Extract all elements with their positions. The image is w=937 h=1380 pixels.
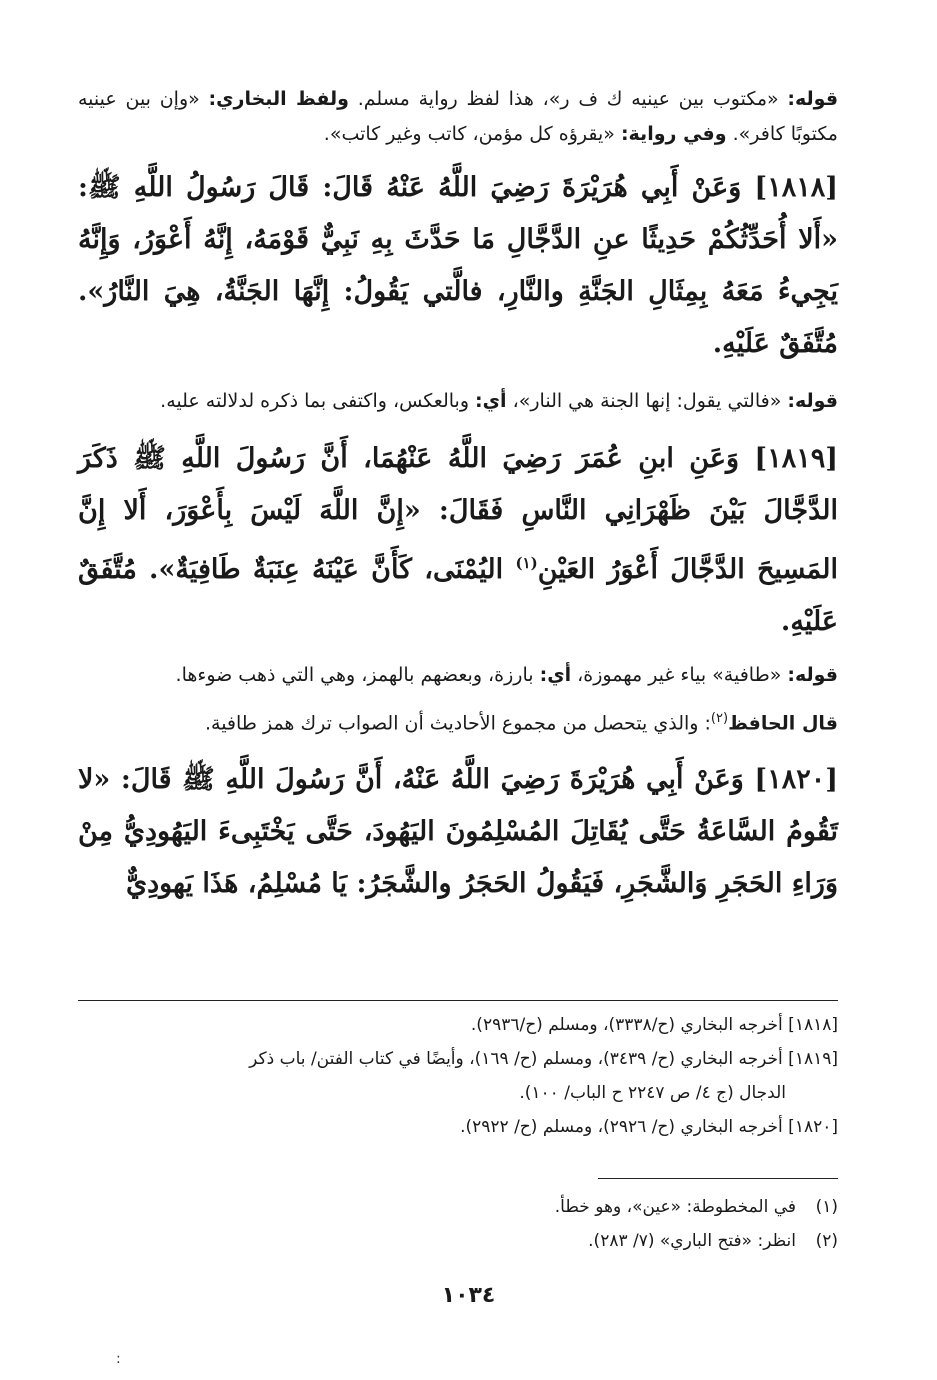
hadith-text: وَعَنْ أَبِي هُرَيْرَةَ رَضِيَ اللَّهُ عَنْهُ قَالَ: قَالَ رَسُولُ اللَّهِ ﷺ: «أَلا أُحَدِّثُكُمْ حَدِيثًا عنِ الدَّجَّالِ مَا حَدَّثَ بِهِ نَبِيٌّ قَوْمَهُ، إِنَّهُ أَعْوَرُ، وَإِنَّهُ يَجِيءُ مَعَهُ بِمِثَالِ الجَنَّةِ والنَّارِ، فالَّتي يَقُولُ: إِنَّهَا الجَنَّةُ، هِيَ النَّارُ». مُتَّفَقٌ عَلَيْهِ. [78, 172, 838, 359]
commentary-text: «مكتوب بين عينيه ك ف ر»، هذا لفظ رواية مسلم. [348, 88, 788, 110]
commentary-paragraph-3 [78, 658, 838, 692]
commentary-text: : والذي يتحصل من مجموع الأحاديث أن الصواب ترك همز طافية. [204, 712, 711, 735]
page-number: ١٠٣٤ [441, 1283, 496, 1308]
commentary-text: «فالتي يقول: إنها الجنة هي النار»، [506, 390, 788, 412]
hadith-text: اليُمْنَى، كَأَنَّ عَيْنَهُ عِنَبَةٌ طَافِيَةٌ». مُتَّفَقٌ عَلَيْهِ. [78, 554, 838, 637]
commentary-text: «وإن بين عينيه مكتوبًا كافر». [78, 88, 838, 145]
commentary-text: بارزة، وبعضهم بالهمز، وهي التي ذهب ضوءها. [175, 664, 540, 686]
takhrij-1819: [١٨١٩] أخرجه البخاري (ح/ ٣٤٣٩)، ومسلم (ح/ ١٦٩)، وأيضًا في كتاب الفتن/ باب ذكر [249, 1049, 838, 1069]
footnote-ref-1[interactable]: (١) [515, 554, 538, 572]
commentary-bold: ولفظ البخاري: [208, 88, 349, 110]
takhrij-divider [78, 1000, 838, 1001]
footnote-2 [78, 1224, 838, 1258]
hadith-text: وَعَنْ أَبِي هُرَيْرَةَ رَضِيَ اللَّهُ عَنْهُ، أَنَّ رَسُولَ اللَّهِ ﷺ قَالَ: «لا تَقُومُ السَّاعَةُ حَتَّى يُقَاتِلَ المُسْلِمُونَ اليَهُودَ، حَتَّى يَخْتَبِىءَ اليَهُودِيُّ مِنْ وَرَاءِ الحَجَرِ وَالشَّجَرِ، فَيَقُولُ الحَجَرُ والشَّجَرُ: يَا مُسْلِمُ، هَذَا يَهودِيٌّ [78, 764, 838, 900]
hadith-number: [١٨٢٠] [754, 764, 838, 796]
qawluhu-label: قوله: [787, 664, 838, 686]
hadith-text: وَعَنِ ابنِ عُمَرَ رَضِيَ اللَّهُ عَنْهُمَا، أَنَّ رَسُولَ اللَّهِ ﷺ ذَكَرَ الدَّجَّالَ بَيْنَ ظَهْرَانِي النَّاسِ فَقَالَ: «إِنَّ اللَّهَ لَيْسَ بِأَعْوَرَ، أَلا إِنَّ المَسِيحَ الدَّجَّالَ أَعْوَرُ العَيْنِ [78, 443, 839, 585]
commentary-bold: أي: [475, 390, 507, 412]
footnote-ref-2[interactable]: (٢) [710, 711, 729, 726]
hadith-1819 [78, 433, 838, 648]
footnote-1 [78, 1190, 838, 1224]
commentary-paragraph-4 [78, 702, 838, 740]
hadith-1818 [78, 162, 838, 370]
footnotes [78, 1190, 838, 1258]
takhrij-1818: [١٨١٨] أخرجه البخاري (ح/٣٣٣٨)، ومسلم (ح/٢٩٣٦). [470, 1015, 838, 1035]
qawluhu-label: قوله: [787, 390, 838, 412]
commentary-text: «طافية» بياء غير مهموزة، [571, 664, 788, 686]
commentary-bold: أي: [539, 664, 572, 686]
footnote-text: انظر: «فتح الباري» (٧/ ٢٨٣). [588, 1231, 796, 1251]
footnotes-divider [598, 1178, 838, 1179]
footnote-text: في المخطوطة: «عين»، وهو خطأ. [554, 1197, 796, 1217]
commentary-paragraph-2 [78, 384, 838, 419]
takhrij-notes [78, 1008, 838, 1144]
commentary-bold: وفي رواية: [620, 123, 727, 145]
qawluhu-label: قوله: [787, 88, 839, 110]
margin-mark: : [116, 1351, 121, 1367]
hadith-number: [١٨١٨] [754, 172, 838, 203]
takhrij-1819-continued: الدجال (ج ٤/ ص ٢٢٤٧ ح الباب/ ١٠٠). [519, 1083, 786, 1103]
commentary-text: وبالعكس، واكتفى بما ذكره لدلالته عليه. [160, 390, 476, 412]
footnote-mark: (١) [815, 1197, 838, 1217]
takhrij-1820: [١٨٢٠] أخرجه البخاري (ح/ ٢٩٢٦)، ومسلم (ح/ ٢٩٢٢). [460, 1117, 838, 1137]
main-text [78, 82, 838, 910]
hadith-number: [١٨١٩] [754, 443, 838, 474]
hafiz-label: قال الحافظ [728, 712, 838, 735]
footnote-mark: (٢) [815, 1231, 838, 1251]
hadith-1820 [78, 754, 838, 910]
commentary-text: «يقرؤه كل مؤمن، كاتب وغير كاتب». [323, 123, 621, 145]
commentary-paragraph-1 [78, 82, 838, 152]
